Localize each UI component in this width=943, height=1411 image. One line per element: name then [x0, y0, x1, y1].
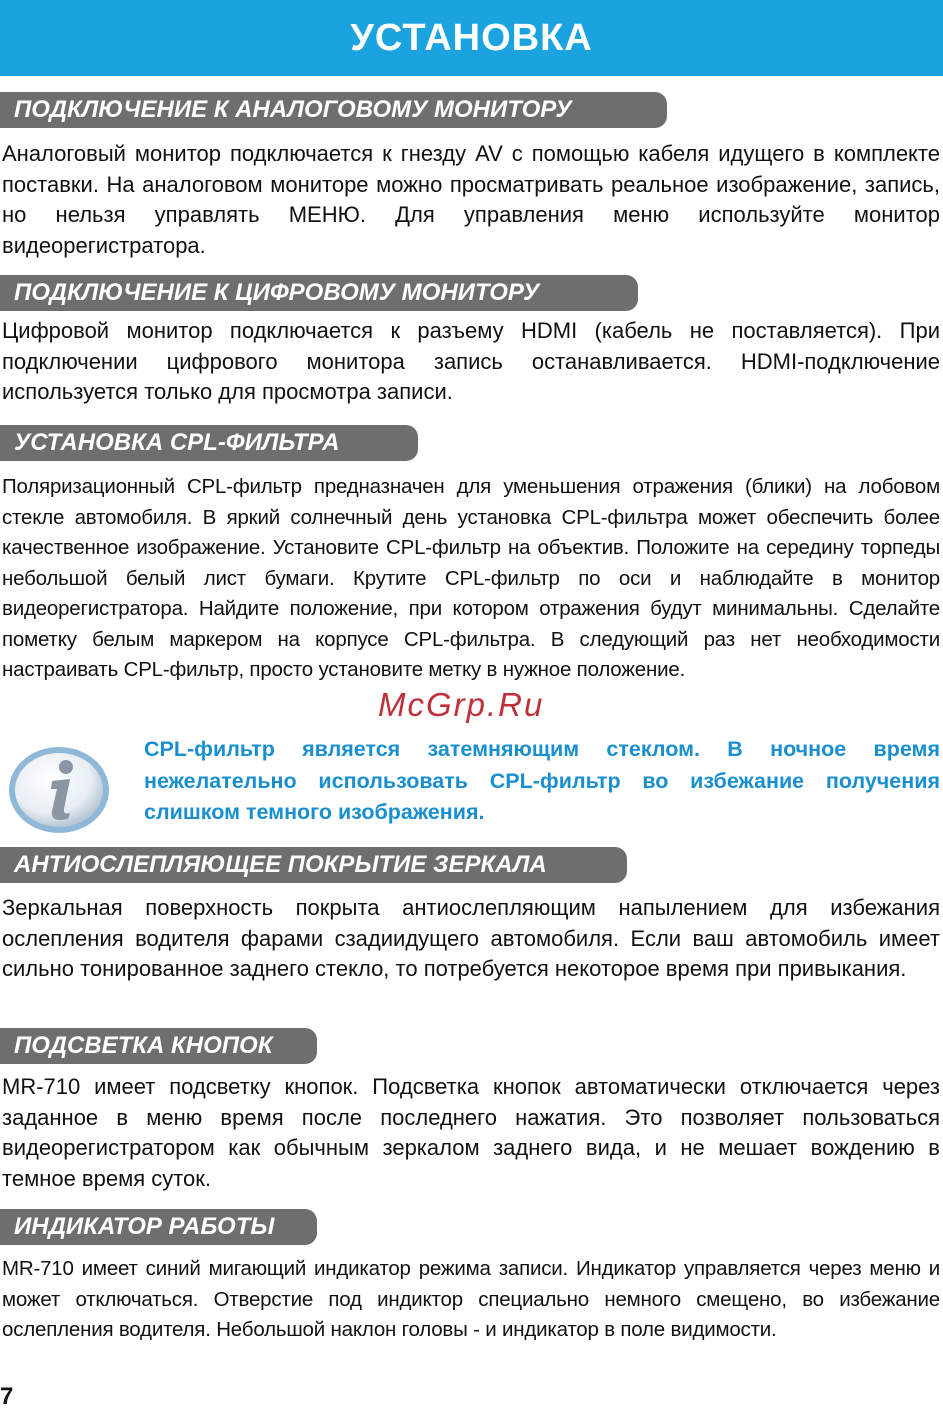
page-title: УСТАНОВКА: [350, 16, 593, 59]
section-text-cpl: Поляризационный CPL-фильтр предназначен для уменьшения отражения (блики) на лобовом стекле автомобиля. В яркий солнечный день установка CPL-фильтра может обеспечить более качественное изображение. Установите CPL-фильтр на объектив. Положите на середину торпеды небольшой белый лист бумаги. Крутите CPL-фильтр по оси и наблюдайте в монитор видеорегистратора. Найдите положение, при котором отражения будут минимальны. Сделайте пометку белым маркером на корпусе CPL-фильтра. В следующий раз нет необходимости настраивать CPL-фильтр, просто установите метку в нужное положение.: [2, 475, 940, 681]
section-text-backlight: MR-710 имеет подсветку кнопок. Подсветка кнопок автоматически отключается через заданное в меню время после последнего нажатия. Это позволяет пользоваться видеорегистратором как обычным зеркалом заднего вида, и не мешает вождению в темное время суток.: [2, 1074, 940, 1191]
info-icon: [6, 745, 112, 835]
section-text-mirror: Зеркальная поверхность покрыта антиослепляющим напылением для избежания ослепления водителя фарами сзадиидущего автомобиля. Если ваш автомобиль имеет сильно тонированное заднего стекло, то потребуется некоторое время при привыкания.: [2, 895, 940, 981]
section-title-cpl: УСТАНОВКА CPL-ФИЛЬТРА: [0, 425, 418, 461]
cpl-note: CPL-фильтр является затемняющим стеклом. В ночное время нежелательно использовать CPL-фильтр во избежание получения слишком темного изображения.: [144, 737, 940, 824]
section-title-digital: ПОДКЛЮЧЕНИЕ К ЦИФРОВОМУ МОНИТОРУ: [0, 275, 638, 311]
section-title-mirror: АНТИОСЛЕПЛЯЮЩЕЕ ПОКРЫТИЕ ЗЕРКАЛА: [0, 847, 627, 883]
section-text-digital: Цифровой монитор подключается к разъему HDMI (кабель не поставляется). При подключении цифрового монитора запись останавливается. HDMI-подключение используется только для просмотра записи.: [2, 318, 940, 404]
section-title-backlight: ПОДСВЕТКА КНОПОК: [0, 1028, 317, 1064]
page-number: 7: [0, 1383, 14, 1410]
watermark: McGrp.Ru: [378, 686, 545, 723]
section-text-analog: Аналоговый монитор подключается к гнезду AV с помощью кабеля идущего в комплекте поставки. На аналоговом мониторе можно просматривать реальное изображение, запись, но нельзя управлять МЕНЮ. Для управления меню используйте монитор видеорегистратора.: [2, 141, 940, 258]
section-text-indicator: MR-710 имеет синий мигающий индикатор режима записи. Индикатор управляется через меню и может отключаться. Отверстие под индиктор специально немного смещено, во избежание ослепления водителя. Небольшой наклон головы - и индикатор в поле видимости.: [2, 1257, 940, 1341]
section-title-analog: ПОДКЛЮЧЕНИЕ К АНАЛОГОВОМУ МОНИТОРУ: [0, 92, 667, 128]
section-title-indicator: ИНДИКАТОР РАБОТЫ: [0, 1209, 317, 1245]
page-header-banner: [0, 0, 943, 76]
